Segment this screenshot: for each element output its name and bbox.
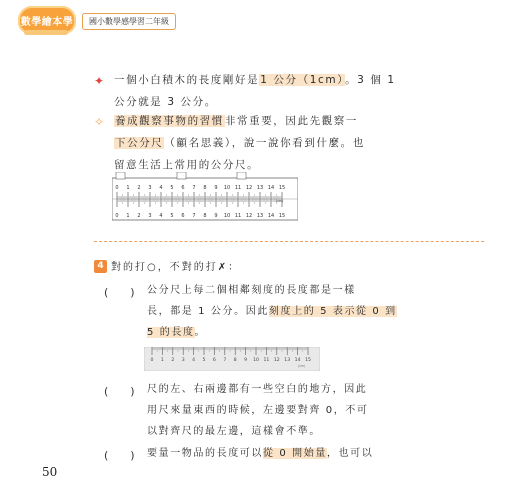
orange-star-icon: ✧ [94,115,105,129]
q3-line1: 要量一物品的長度可以從 0 開始量，也可以 [147,448,374,459]
ruler2-label: 13 [284,358,291,363]
q1-highlight-b: 5 的長度 [147,327,195,338]
ruler1-bottom-label: 3 [148,213,152,219]
ruler1-top-label: 13 [256,185,264,191]
ruler1-top-label: 2 [137,185,141,191]
header-title: 國小數學感學習二年級 [82,13,176,30]
ruler2-label: 14 [294,358,301,363]
ruler1-top-label: 14 [267,185,275,191]
ruler1-top-label: 1 [126,185,130,191]
ruler1-top-label: 5 [170,185,174,191]
q1-line1: 公分尺上每二個相鄰刻度的長度都是一樣 [147,285,356,296]
q1-highlight-a: 刻度上的 5 表示從 0 到 [268,306,397,317]
ruler-image [144,347,320,371]
ruler1-top-label: 0 [115,185,119,191]
ruler1-top-label: 9 [214,185,218,191]
highlight-1cm: 1 公分（1cm） [260,74,345,86]
ruler1-top-label: 8 [203,185,207,191]
red-star-icon: ✦ [94,74,105,88]
intro-p2-line2: 下公分尺（顧名思義），說一說你看到什麼。也 [115,137,365,149]
ruler1-block-2 [177,172,186,179]
q3-highlight: 從 0 開始量 [263,448,327,459]
ruler1-block-1 [116,172,125,179]
ruler2-label: 4 [192,358,196,363]
ruler1-bottom-label: 1 [126,213,130,219]
ruler2-unit: (cm) [298,364,306,368]
q1-line2: 長，都是 1 公分。因此刻度上的 5 表示從 0 到 [147,306,397,317]
intro-p1-line1: 一個小白積木的長度剛好是1 公分（1cm）。3 個 1 [114,74,396,86]
answer-blank-1[interactable]: ( ) [104,286,135,299]
highlight-ruler: 下公分尺 [115,137,164,149]
logo-text: 數學繪本學 [20,16,74,28]
ruler2-label: 1 [160,358,164,363]
ruler2-label: 0 [150,358,154,363]
ruler1-bottom-label: 2 [137,213,141,219]
ruler1-bottom-label: 8 [203,213,207,219]
ruler2-label: 2 [171,358,175,363]
q2-line3: 以對齊尺的最左邊，這樣會不準。 [147,426,321,437]
ruler1-bottom-label: 10 [223,213,231,219]
intro-p1-line2: 公分就是 3 公分。 [114,96,217,108]
ruler1-top-label: 10 [223,185,231,191]
q2-line1: 尺的左、右兩邊都有一些空白的地方，因此 [147,384,368,395]
ruler1-bottom-label: 15 [278,213,286,219]
section-divider [94,241,484,242]
page-number: 50 [42,465,58,479]
intro-paragraph-1 [114,69,484,113]
q1-line3: 5 的長度。 [147,327,207,338]
ruler1-bottom-label: 7 [192,213,196,219]
double-ruler-image [112,172,298,226]
ruler1-top-label: 3 [148,185,152,191]
ruler1-top-label: 12 [245,185,253,191]
ruler2-label: 7 [223,358,227,363]
ruler2-label: 11 [263,358,270,363]
ruler1-bottom-label: 13 [256,213,264,219]
ruler1-bottom-label: 4 [159,213,163,219]
ruler2-label: 8 [233,358,237,363]
ruler1-bottom-label: 12 [245,213,253,219]
ruler2-label: 5 [202,358,206,363]
ruler1-top-label: 7 [192,185,196,191]
intro-paragraph-2 [114,110,484,176]
ruler1-top-label: 11 [234,185,242,191]
ruler2-label: 3 [181,358,185,363]
answer-blank-2[interactable]: ( ) [104,385,135,398]
ruler1-bottom-label: 5 [170,213,174,219]
question-3 [147,443,487,464]
question-2 [147,379,487,442]
ruler1-bottom-label: 11 [234,213,242,219]
intro-p2-line1: 養成觀察事物的習慣非常重要，因此先觀察一 [115,115,359,127]
ruler1-bottom-label: 9 [214,213,218,219]
ruler2-label: 15 [305,358,311,363]
ruler1-bottom-label: 6 [181,213,185,219]
intro-p2-line3: 留意生活上常用的公分尺。 [114,159,260,171]
answer-blank-3[interactable]: ( ) [104,449,135,462]
ruler2-label: 6 [212,358,216,363]
highlight-observe: 養成觀察事物的習慣 [115,115,224,127]
ruler1-bottom-label: 14 [267,213,275,219]
ruler1-unit: (cm) [276,199,284,203]
section-title: 對的打○，不對的打✗： [111,262,241,273]
ruler2-label: 9 [244,358,248,363]
ruler2-label: 10 [253,358,259,363]
ruler2-label: 12 [273,358,280,363]
question-1 [147,280,487,343]
ruler1-bottom-label: 0 [115,213,119,219]
q2-line2: 用尺來量東西的時候，左邊要對齊 0，不可 [147,405,369,416]
section-number: 4 [94,260,107,273]
ruler1-top-label: 15 [278,185,286,191]
ruler1-top-label: 6 [181,185,185,191]
ruler1-block-3 [237,172,246,179]
ruler1-top-label: 4 [159,185,163,191]
logo-decoration [24,30,68,35]
